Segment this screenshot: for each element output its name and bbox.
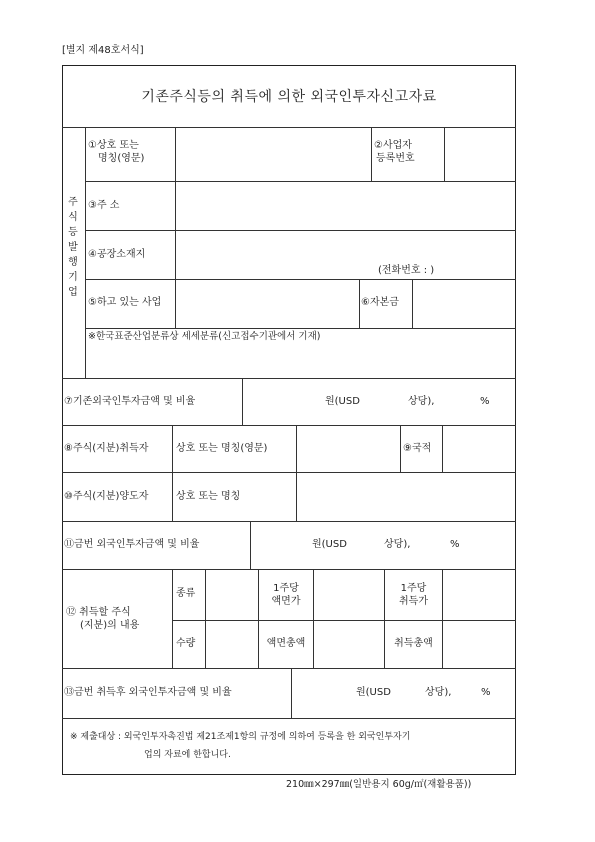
transferor-name-label: 상호 또는 명칭 <box>176 491 241 502</box>
business-type-label: ⑤하고 있는 사업 <box>88 297 162 308</box>
biz-number-label-line2: 등록번호 <box>376 153 415 164</box>
par-per-share-label-line2: 액면가 <box>271 596 301 607</box>
biz-number-field[interactable] <box>445 128 515 180</box>
address-label: ③주 소 <box>88 200 120 211</box>
company-name-field[interactable] <box>176 128 370 180</box>
divider <box>172 472 173 521</box>
acq-total-label: 취득총액 <box>394 638 433 649</box>
par-per-share-label-line1: 1주당 <box>273 583 299 594</box>
existing-investment-equiv: 상당), <box>408 396 435 407</box>
form-number-label: [별지 제48호서식] <box>62 45 144 56</box>
nationality-field[interactable] <box>443 426 515 471</box>
divider <box>172 425 173 472</box>
shares-label-line1: ⑫ 취득할 주식 <box>66 607 131 618</box>
factory-location-label: ④공장소재지 <box>88 249 146 260</box>
acq-per-share-label-line2: 취득가 <box>399 596 428 607</box>
current-investment-equiv: 상당), <box>384 539 411 550</box>
industry-classification-note: ※한국표준산업분류상 세세분류(신고접수기관에서 기재) <box>88 331 321 342</box>
company-name-label-line2: 명칭(영문) <box>98 153 145 164</box>
current-investment-label: ⑪금번 외국인투자금액 및 비율 <box>64 539 200 550</box>
capital-field[interactable] <box>413 280 515 327</box>
after-investment-pct: % <box>481 687 491 698</box>
divider <box>371 127 372 181</box>
acq-total-field[interactable] <box>443 621 515 667</box>
quantity-label: 수량 <box>176 638 196 649</box>
submission-note-line2: 업의 자료에 한합니다. <box>144 750 231 760</box>
phone-number-label: (전화번호 : ) <box>378 265 435 276</box>
divider <box>62 718 516 719</box>
par-total-field[interactable] <box>314 621 383 667</box>
par-per-share-field[interactable] <box>314 570 383 619</box>
divider <box>172 569 173 668</box>
factory-location-field[interactable] <box>176 231 515 263</box>
divider <box>400 425 401 472</box>
divider <box>85 127 86 378</box>
paper-spec-label: 210㎜×297㎜(일반용지 60g/㎡(재활용품)) <box>286 779 472 790</box>
submission-note-line1: ※ 제출대상 : 외국인투자촉진법 제21조제1항의 규정에 의하여 등록을 한 외국인투자기 <box>70 732 411 742</box>
business-type-field[interactable] <box>176 280 358 327</box>
nationality-label: ⑨국적 <box>403 443 432 454</box>
after-investment-won: 원(USD <box>356 687 391 698</box>
current-investment-won: 원(USD <box>312 539 347 550</box>
existing-investment-pct: % <box>480 396 490 407</box>
form-title: 기존주식등의 취득에 의한 외국인투자신고자료 <box>141 89 437 105</box>
company-name-label-line1: ①상호 또는 <box>88 140 139 151</box>
acquirer-label: ⑧주식(지분)취득자 <box>64 443 149 454</box>
after-investment-field[interactable] <box>292 669 515 717</box>
divider <box>85 328 516 329</box>
existing-investment-field[interactable] <box>243 379 515 424</box>
share-kind-field[interactable] <box>206 570 257 619</box>
transferor-name-field[interactable] <box>297 473 515 520</box>
after-investment-equiv: 상당), <box>425 687 452 698</box>
acquirer-name-label: 상호 또는 명칭(영문) <box>176 443 268 454</box>
divider <box>359 279 360 328</box>
share-kind-label: 종류 <box>176 588 196 599</box>
biz-number-label-line1: ②사업자 <box>374 140 412 151</box>
shares-label-line2: (지분)의 내용 <box>80 620 140 631</box>
quantity-field[interactable] <box>206 621 257 667</box>
existing-investment-label: ⑦기존외국인투자금액 및 비율 <box>64 396 196 407</box>
acquirer-name-field[interactable] <box>297 426 399 471</box>
current-investment-pct: % <box>450 539 460 550</box>
transferor-label: ⑩주식(지분)양도자 <box>64 491 149 502</box>
capital-label: ⑥자본금 <box>361 297 399 308</box>
address-field[interactable] <box>176 182 515 229</box>
current-investment-field[interactable] <box>251 522 515 568</box>
acq-per-share-label-line1: 1주당 <box>400 583 427 594</box>
existing-investment-won: 원(USD <box>325 396 360 407</box>
par-total-label: 액면총액 <box>266 638 306 649</box>
acq-per-share-field[interactable] <box>443 570 515 619</box>
after-investment-label: ⑬금번 취득후 외국인투자금액 및 비율 <box>64 687 232 698</box>
issuer-side-label: 주식등발행기업 <box>68 197 78 298</box>
